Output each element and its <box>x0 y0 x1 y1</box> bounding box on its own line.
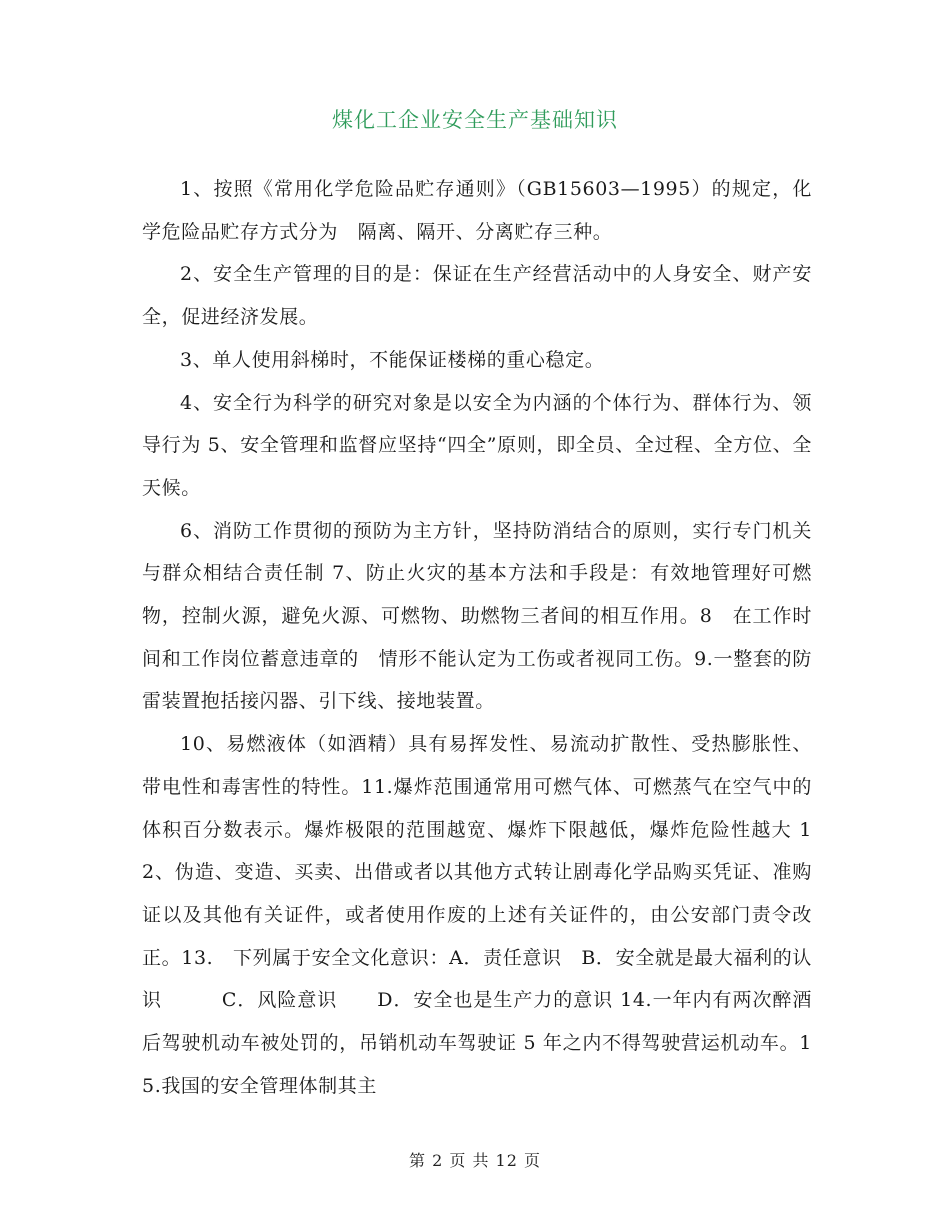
paragraph-4: 4、安全行为科学的研究对象是以安全为内涵的个体行为、群体行为、领导行为 5、安全管理和监督应坚持“四全”原则，即全员、全过程、全方位、全天候。 <box>142 391 812 499</box>
paragraph-3: 3、单人使用斜梯时，不能保证楼梯的重心稳定。 <box>180 348 605 371</box>
paragraph-5: 6、消防工作贯彻的预防为主方针，坚持防消结合的原则，实行专门机关与群众相结合责任制 7、防止火灾的基本方法和手段是：有效地管理好可燃物，控制火源，避免火源、可燃物、助燃物三者间的相互作用。8 在工作时间和工作岗位蓄意违章的 情形不能认定为工伤或者视同工伤。9.一整套的防雷装置抱括接闪器、引下线、接地装置。 <box>142 519 812 713</box>
paragraph-1: 1、按照《常用化学危险品贮存通则》（GB15603—1995）的规定，化学危险品贮存方式分为 隔离、隔开、分离贮存三种。 <box>142 178 812 243</box>
document-body <box>142 168 812 1107</box>
page-number-footer: 第 2 页 共 12 页 <box>409 1151 541 1170</box>
document-title: 煤化工企业安全生产基础知识 <box>332 108 618 132</box>
paragraph-6: 10、易燃液体（如酒精）具有易挥发性、易流动扩散性、受热膨胀性、带电性和毒害性的特性。11.爆炸范围通常用可燃气体、可燃蒸气在空气中的体积百分数表示。爆炸极限的范围越宽、爆炸下限越低，爆炸危险性越大 12、伪造、变造、买卖、出借或者以其他方式转让剧毒化学品购买凭证、准购证以及其他有关证件，或者使用作废的上述有关证件的，由公安部门责令改正。13. 下列属于安全文化意识：A．责任意识 B．安全就是最大福利的认识 C．风险意识 D．安全也是生产力的意识 14.一年内有两次醉酒后驾驶机动车被处罚的，吊销机动车驾驶证 5 年之内不得驾驶营运机动车。15.我国的安全管理体制其主 <box>142 733 812 1097</box>
paragraph-2: 2、安全生产管理的目的是：保证在生产经营活动中的人身安全、财产安全，促进经济发展。 <box>142 263 812 329</box>
